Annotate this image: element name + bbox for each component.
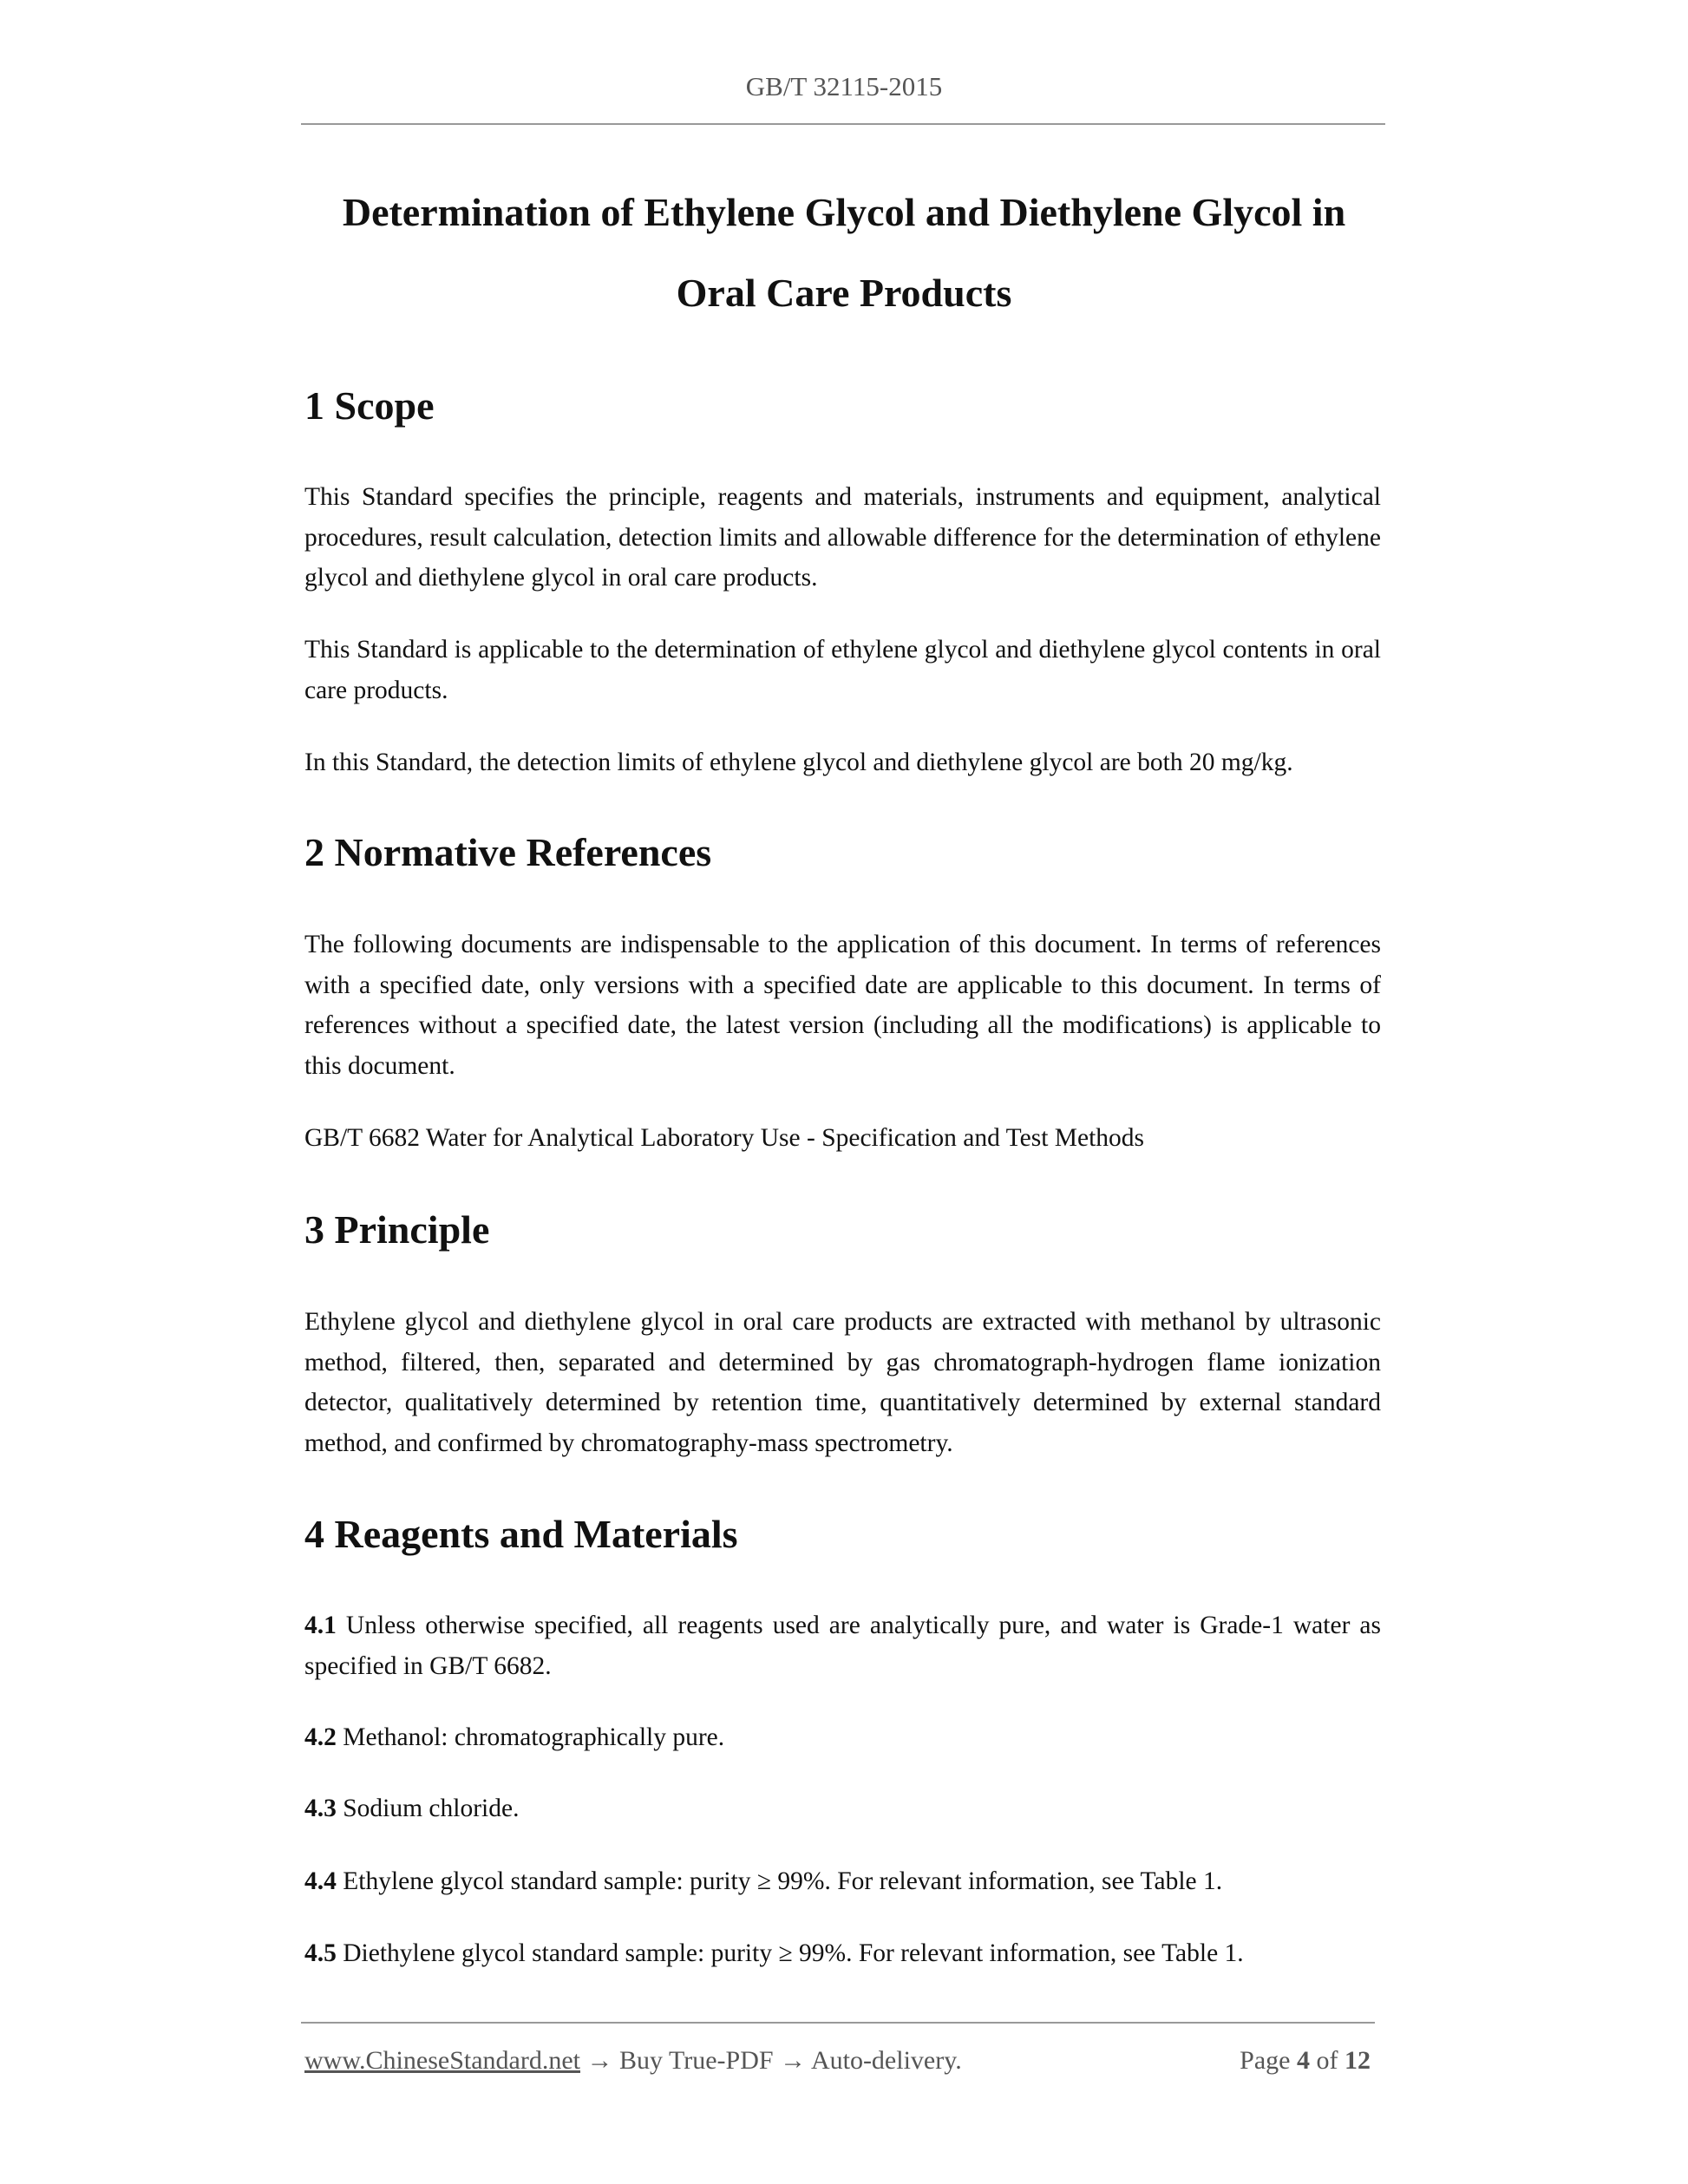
section-heading-principle: 3 Principle (304, 1207, 490, 1252)
document-title-line1: Determination of Ethylene Glycol and Diethylene Glycol in (342, 190, 1346, 234)
header-divider (301, 123, 1385, 125)
buy-true-pdf-text: Buy True-PDF (619, 2046, 774, 2075)
reagent-text: Diethylene glycol standard sample: purity ≥ 99%. For relevant information, see Table 1. (336, 1939, 1244, 1967)
reagent-text: Ethylene glycol standard sample: purity ≥ 99%. For relevant information, see Table 1. (336, 1867, 1223, 1895)
arrow-right-icon: → (580, 2046, 619, 2075)
of-label: of (1310, 2046, 1345, 2075)
reagent-item (304, 1788, 1381, 1829)
reagent-text: Methanol: chromatographically pure. (336, 1723, 725, 1751)
auto-delivery-text: Auto-delivery. (810, 2046, 962, 2075)
normative-reference-item: GB/T 6682 Water for Analytical Laboratory Use - Specification and Test Methods (304, 1124, 1145, 1152)
reagent-item (304, 1605, 1381, 1686)
scope-paragraph-3: In this Standard, the detection limits of ethylene glycol and diethylene glycol are both 20 mg/kg. (304, 749, 1293, 776)
total-pages: 12 (1345, 2046, 1371, 2075)
normative-paragraph: The following documents are indispensable to the application of this document. In terms of references with a specified date, only versions with a specified date are applicable to this document. In terms of references without a specified date, the latest version (including all the modifications) is applicable to this document. (304, 931, 1381, 1081)
reagent-item (304, 1933, 1381, 1974)
reagent-item (304, 1861, 1381, 1902)
arrow-right-icon: → (773, 2046, 811, 2075)
page-number (1206, 2043, 1371, 2078)
reagent-number: 4.1 (304, 1612, 337, 1639)
principle-paragraph: Ethylene glycol and diethylene glycol in oral care products are extracted with methanol by ultrasonic method, filtered, then, separated and determined by gas chromatograph-hydrogen flame ionization detector, qualitatively determined by retention time, quantitatively determined by external standard method, and confirmed by chromatography-mass spectrometry. (304, 1308, 1381, 1458)
reagent-number: 4.3 (304, 1795, 337, 1822)
section-heading-normative-references: 2 Normative References (304, 830, 712, 874)
footer-divider (301, 2022, 1375, 2024)
chinesestandard-link[interactable]: www.ChineseStandard.net (304, 2046, 580, 2075)
page-label: Page (1240, 2046, 1297, 2075)
reagent-number: 4.2 (304, 1723, 337, 1751)
section-heading-scope: 1 Scope (304, 383, 435, 428)
section-heading-reagents: 4 Reagents and Materials (304, 1512, 738, 1556)
scope-paragraph-2: This Standard is applicable to the determination of ethylene glycol and diethylene glycol contents in oral care products. (304, 636, 1381, 704)
reagent-text: Sodium chloride. (336, 1795, 520, 1822)
scope-paragraph-1: This Standard specifies the principle, reagents and materials, instruments and equipment, analytical procedures, result calculation, detection limits and allowable difference for the determination of ethylene glycol and diethylene glycol in oral care products. (304, 483, 1381, 592)
reagent-item (304, 1717, 1381, 1758)
footer-promo (304, 2043, 962, 2078)
reagent-number: 4.5 (304, 1939, 337, 1967)
document-code-header: GB/T 32115-2015 (745, 71, 943, 101)
reagent-text: Unless otherwise specified, all reagents used are analytically pure, and water is Grade-1 water as specified in GB/T 6682. (304, 1612, 1381, 1680)
document-title-line2: Oral Care Products (676, 271, 1012, 315)
reagent-number: 4.4 (304, 1867, 337, 1895)
current-page: 4 (1297, 2046, 1310, 2075)
